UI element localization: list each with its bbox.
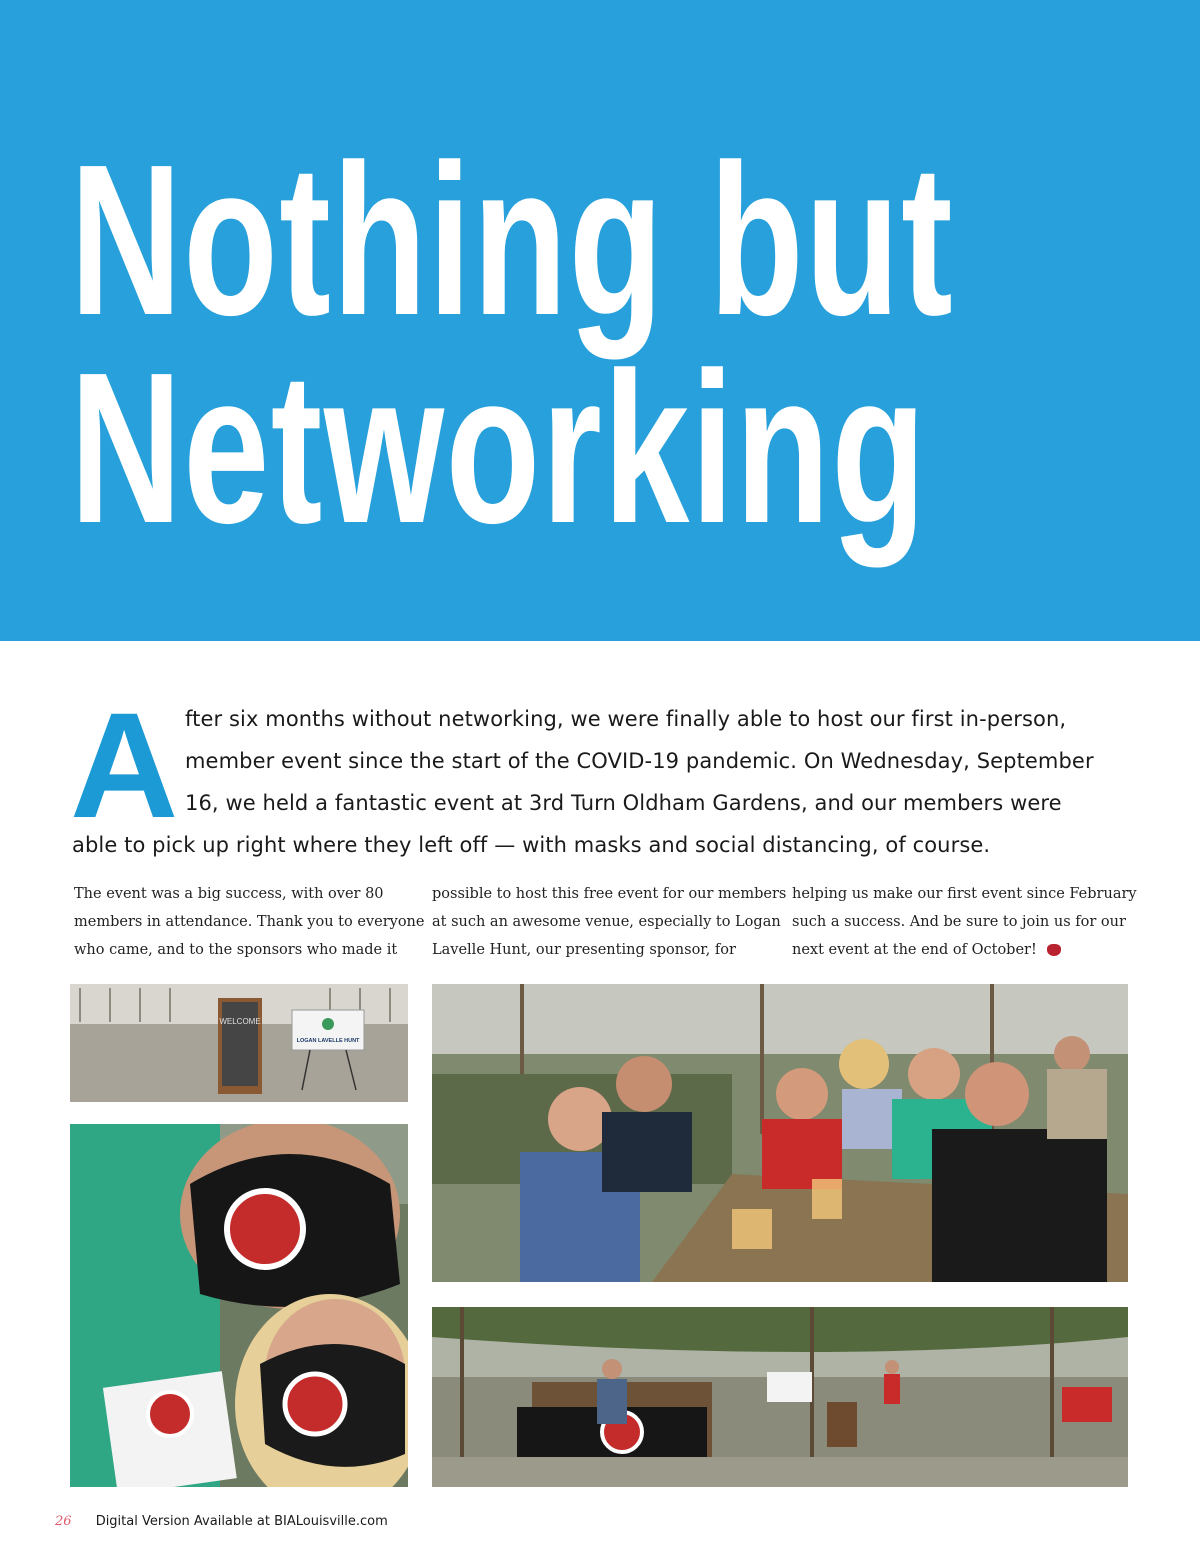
body-column-1 [74, 880, 425, 964]
page-number: 26 [55, 1514, 72, 1529]
body-line: at such an awesome venue, especially to Logan [432, 914, 781, 930]
intro-line-3: 16, we held a fantastic event at 3rd Turn Oldham Gardens, and our members were [185, 791, 1062, 815]
body-line: possible to host this free event for our members [432, 886, 787, 902]
intro-line-4: able to pick up right where they left off — with masks and social distancing, of course. [72, 833, 991, 857]
intro-line-2: member event since the start of the COVID-19 pandemic. On Wednesday, September [185, 749, 1094, 773]
title-line-1: Nothing but [70, 119, 955, 360]
title-line-2: Networking [70, 327, 928, 568]
body-column-3 [792, 880, 1137, 964]
body-line: such a success. And be sure to join us for our [792, 914, 1126, 930]
title-banner [0, 0, 1200, 641]
body-line: members in attendance. Thank you to everyone [74, 914, 425, 930]
body-line: helping us make our first event since February [792, 886, 1137, 902]
photo-masked-selfie [70, 1124, 408, 1487]
sponsor-sign-text: LOGAN LAVELLE HUNT [296, 1038, 360, 1044]
body-line: The event was a big success, with over 80 [74, 886, 384, 902]
photo-group-table [432, 984, 1128, 1282]
page-footer [55, 1514, 388, 1529]
body-column-2 [432, 880, 787, 964]
body-line: Lavelle Hunt, our presenting sponsor, for [432, 942, 736, 958]
body-line [792, 936, 1132, 964]
welcome-sign-text: WELCOME [219, 1017, 261, 1026]
body-line: who came, and to the sponsors who made it [74, 942, 398, 958]
drop-cap: A [70, 681, 179, 849]
intro-line-1: fter six months without networking, we were finally able to host our first in-person, [185, 707, 1067, 731]
photo-registration-table [432, 1307, 1128, 1487]
body-line-text: next event at the end of October! [792, 942, 1037, 958]
photo-welcome-sign [70, 984, 408, 1102]
end-mark-icon [1047, 944, 1061, 956]
footer-text: Digital Version Available at BIALouisville.com [95, 1514, 388, 1529]
